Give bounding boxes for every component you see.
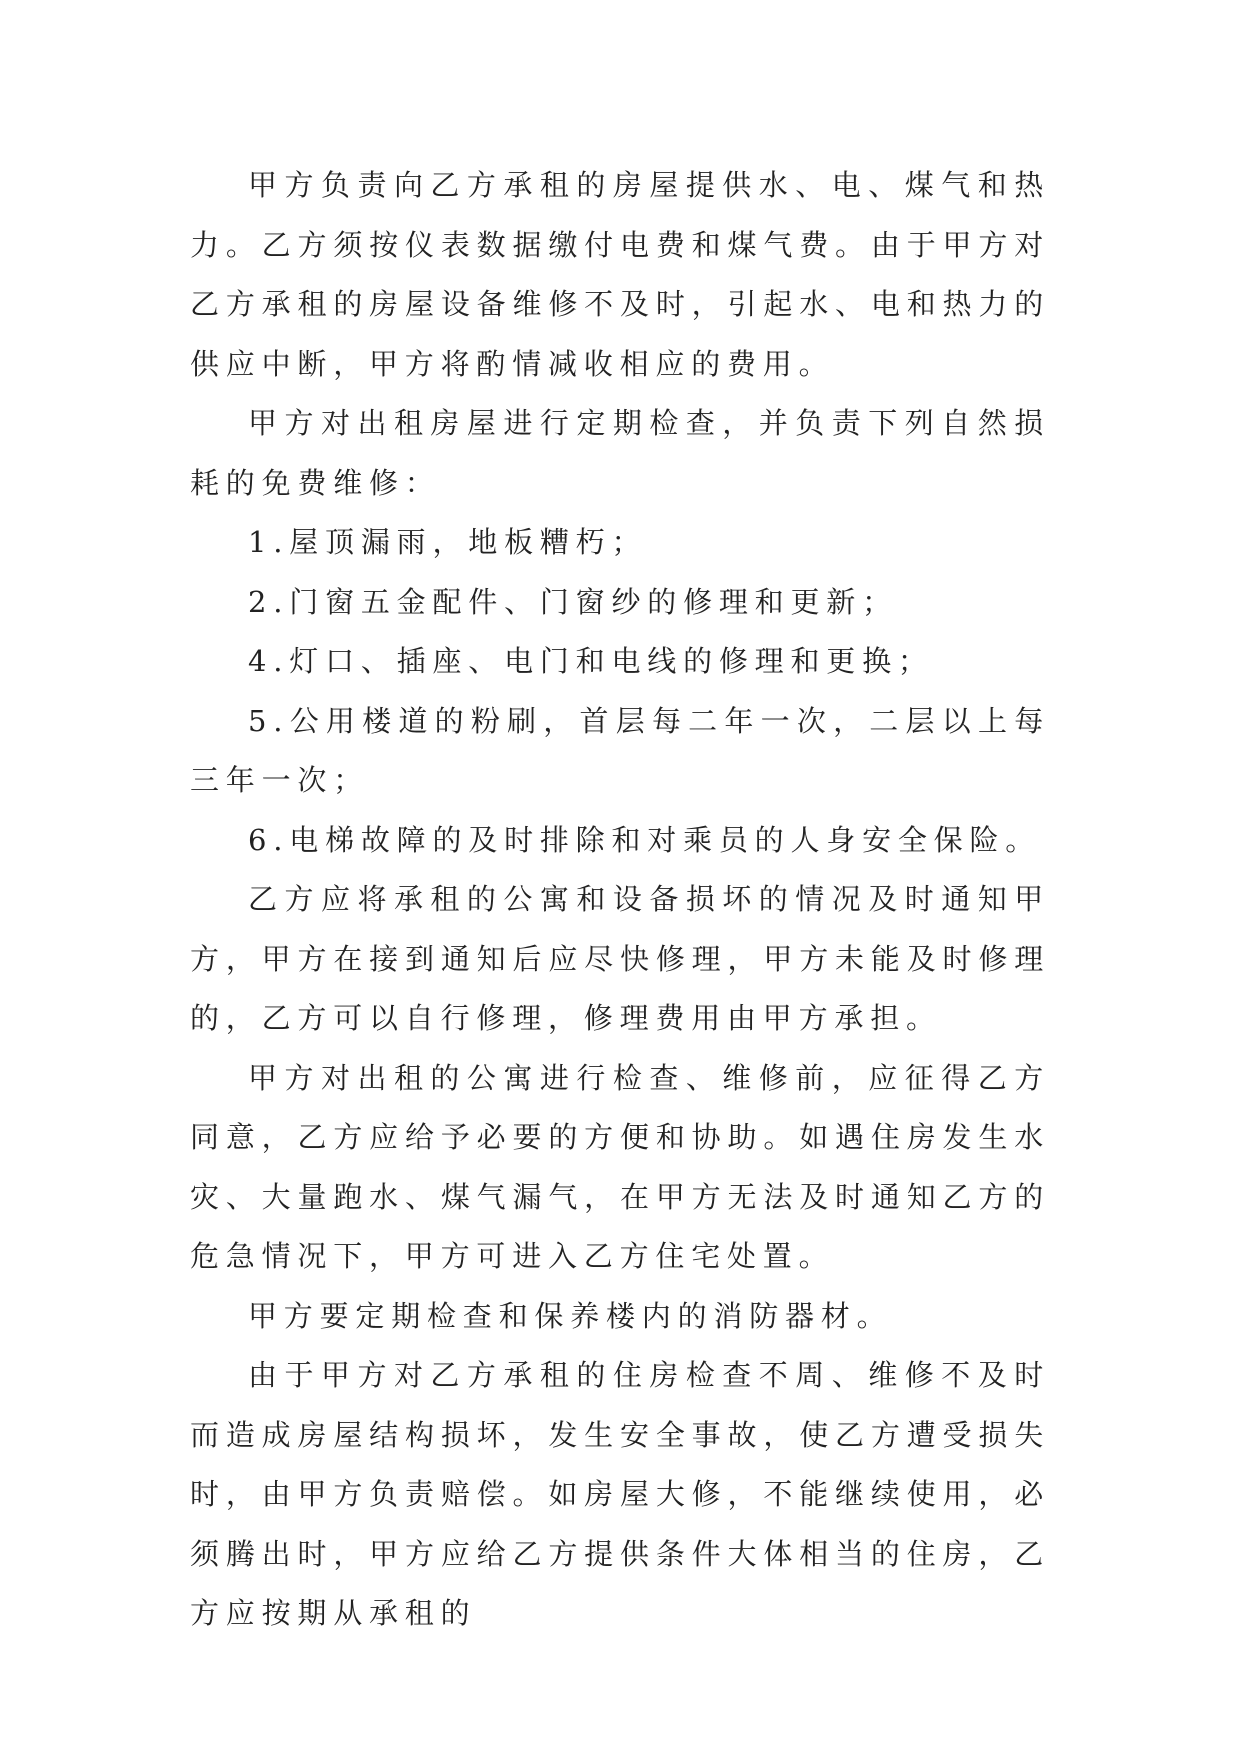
document-body bbox=[190, 156, 1050, 1644]
list-item: 6.电梯故障的及时排除和对乘员的人身安全保险。 bbox=[248, 822, 1042, 857]
list-item: 2.门窗五金配件、门窗纱的修理和更新； bbox=[248, 584, 898, 619]
paragraph-compensation: 由于甲方对乙方承租的住房检查不周、维修不及时而造成房屋结构损坏，发生安全事故，使乙方遭受损失时，由甲方负责赔偿。如房屋大修，不能继续使用，必须腾出时，甲方应给乙方提供条件大体相当的住房，乙方应按期从承租的 bbox=[190, 1358, 1050, 1630]
paragraph-inspection: 甲方对出租房屋进行定期检查，并负责下列自然损耗的免费维修： bbox=[190, 406, 1050, 500]
paragraph-entry-consent: 甲方对出租的公寓进行检查、维修前，应征得乙方同意，乙方应给予必要的方便和协助。如遇住房发生水灾、大量跑水、煤气漏气，在甲方无法及时通知乙方的危急情况下，甲方可进入乙方住宅处置。 bbox=[190, 1060, 1050, 1273]
list-item: 4.灯口、插座、电门和电线的修理和更换； bbox=[248, 644, 934, 678]
paragraph-utilities: 甲方负责向乙方承租的房屋提供水、电、煤气和热力。乙方须按仪表数据缴付电费和煤气费。由于甲方对乙方承租的房屋设备维修不及时，引起水、电和热力的供应中断，甲方将酌情减收相应的费用。 bbox=[190, 168, 1050, 381]
list-item: 5.公用楼道的粉刷，首层每二年一次，二层以上每三年一次； bbox=[190, 703, 1050, 797]
paragraph-fire-equipment: 甲方要定期检查和保养楼内的消防器材。 bbox=[248, 1298, 893, 1333]
paragraph-damage-notice: 乙方应将承租的公寓和设备损坏的情况及时通知甲方，甲方在接到通知后应尽快修理，甲方未能及时修理的，乙方可以自行修理，修理费用由甲方承担。 bbox=[190, 882, 1050, 1035]
list-item: 1.屋顶漏雨，地板糟朽； bbox=[248, 525, 648, 559]
